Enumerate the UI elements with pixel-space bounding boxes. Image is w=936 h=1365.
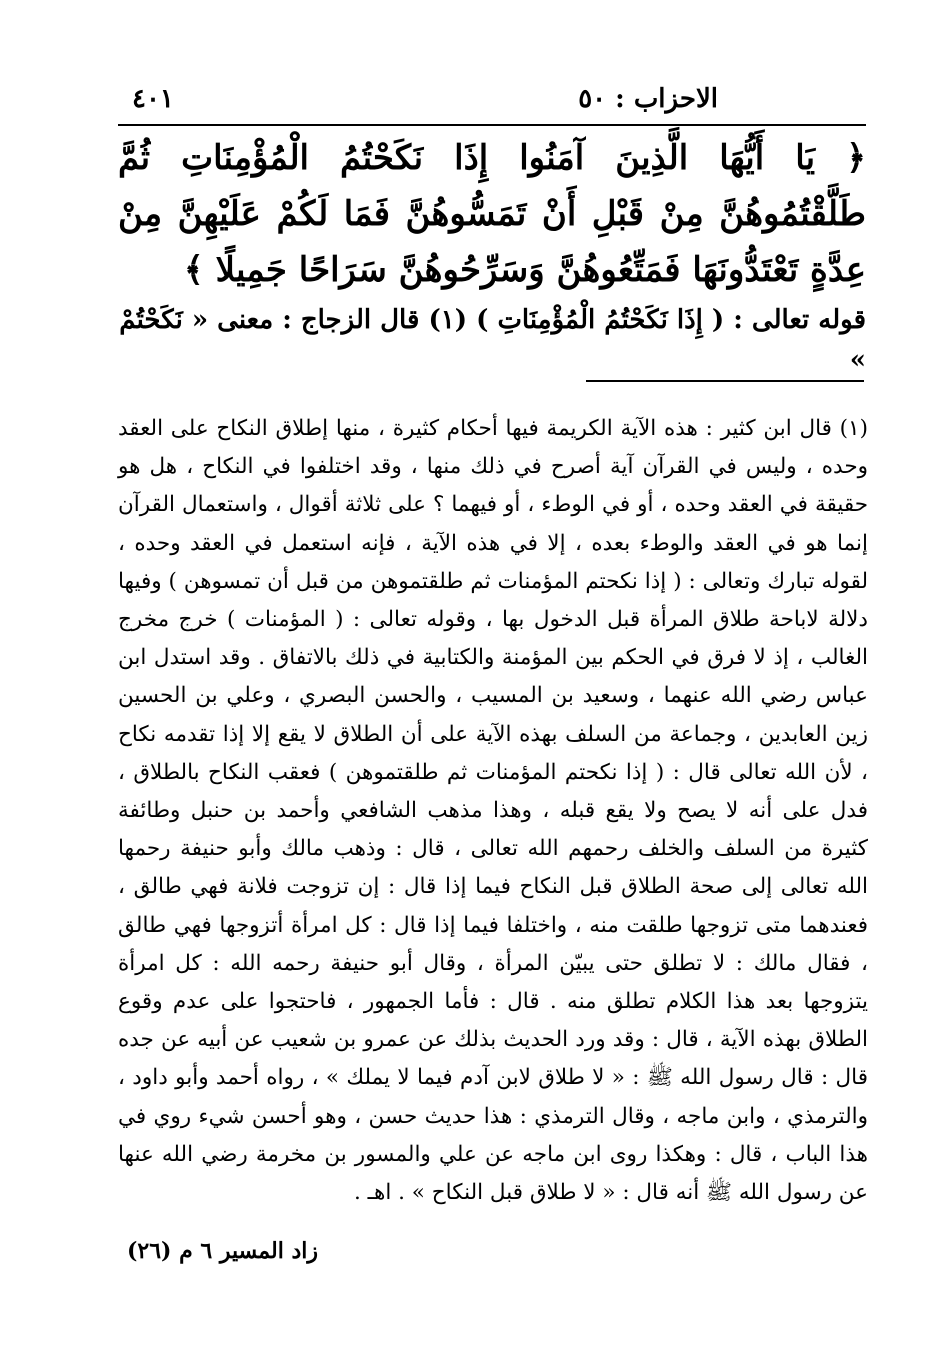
page-number: ٤٠١ — [132, 84, 174, 114]
page-header — [118, 74, 868, 120]
quran-verse: ﴿ يَا أَيُّهَا الَّذِينَ آمَنُوا إِذَا نَكَحْتُمُ الْمُؤْمِنَاتِ ثُمَّ طَلَّقْتُمُوهُنَّ مِنْ قَبْلِ أَنْ تَمَسُّوهُنَّ فَمَا لَكُمْ عَلَيْهِنَّ مِنْ عِدَّةٍ تَعْتَدُّونَهَا فَمَتِّعُوهُنَّ وَسَرِّحُوهُنَّ سَرَاحًا جَمِيلًا ﴾ — [118, 138, 866, 290]
source-reference: زاد المسير ٦ م (٢٦) — [126, 1238, 318, 1264]
header-rule — [118, 124, 866, 126]
page-title: الاحزاب : ٥٠ — [578, 84, 718, 114]
footnote-separator — [586, 380, 864, 382]
footnote-text: (١) قال ابن كثير : هذه الآية الكريمة فيها أحكام كثيرة ، منها إطلاق النكاح على العقد وحده ، وليس في القرآن آية أصرح في ذلك منها ، وقد اختلفوا في النكاح ، هل هو حقيقة في العقد وحده ، أو في الوطء ، أو فيهما ؟ على ثلاثة أقوال ، واستعمال القرآن إنما هو في العقد والوطء بعده ، إلا في هذه الآية ، فإنه استعمل في العقد وحده ، لقوله تبارك وتعالى : ( إذا نكحتم المؤمنات ثم طلقتموهن من قبل أن تمسوهن ) وفيها دلالة لاباحة طلاق المرأة قبل الدخول بها ، وقوله تعالى : ( المؤمنات ) خرج مخرج الغالب ، إذ لا فرق في الحكم بين المؤمنة والكتابية في ذلك بالاتفاق . وقد استدل ابن عباس رضي الله عنهما ، وسعيد بن المسيب ، والحسن البصري ، وعلي بن الحسين زين العابدين ، وجماعة من السلف بهذه الآية على أن الطلاق لا يقع إلا إذا تقدمه نكاح ، لأن الله تعالى قال : ( إذا نكحتم المؤمنات ثم طلقتموهن ) فعقب النكاح بالطلاق ، فدل على أنه لا يصح ولا يقع قبله ، وهذا مذهب الشافعي وأحمد بن حنبل وطائفة كثيرة من السلف والخلف رحمهم الله تعالى ، قال : وذهب مالك وأبو حنيفة رحمها الله تعالى إلى صحة الطلاق قبل النكاح فيما إذا قال : إن تزوجت فلانة فهي طالق ، فعندهما متى تزوجها طلقت منه ، واختلفا فيما إذا قال : كل امرأة أتزوجها فهي طالق ، فقال مالك : لا تطلق حتى يبيّن المرأة ، وقال أبو حنيفة رحمه الله : كل امرأة يتزوجها بعد هذا الكلام تطلق منه . قال : فأما الجمهور ، فاحتجوا على عدم وقوع الطلاق بهذه الآية ، قال : وقد ورد الحديث بذلك عن عمرو بن شعيب عن أبيه عن جده قال : قال رسول الله ﷺ : « لا طلاق لابن آدم فيما لا يملك » ، رواه أحمد وأبو داود ، والترمذي ، وابن ماجه ، وقال الترمذي : هذا حديث حسن ، وهو أحسن شيء روي في هذا الباب ، قال : وهكذا روى ابن ماجه عن علي والمسور بن مخرمة رضي الله عنها عن رسول الله ﷺ أنه قال : « لا طلاق قبل النكاح » . اهـ . — [118, 416, 868, 1206]
commentary-text: قوله تعالى : ( إِذَا نَكَحْتُمُ الْمُؤْمِنَاتِ ) (١) قال الزجاج : معنى « نَكَحْتُمْ » — [119, 305, 866, 375]
